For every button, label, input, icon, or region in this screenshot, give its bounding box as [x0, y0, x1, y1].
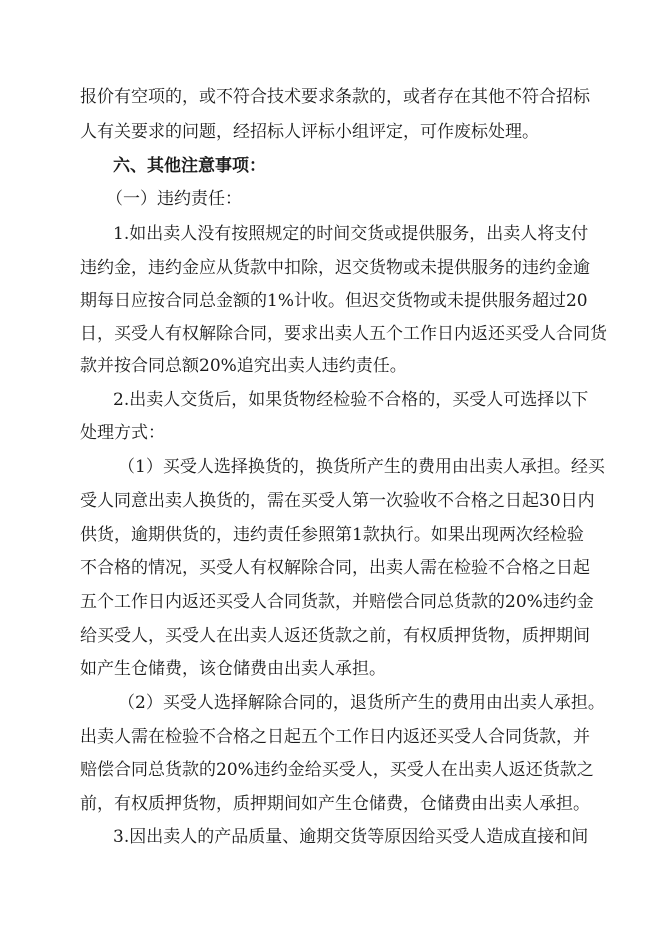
paragraph-line: 人有关要求的问题，经招标人评标小组评定，可作废标处理。: [80, 122, 539, 142]
paragraph-line: 款并按合同总额20%追究出卖人违约责任。: [80, 356, 407, 376]
paragraph-line: 报价有空项的，或不符合技术要求条款的，或者存在其他不符合招标: [80, 87, 590, 107]
paragraph-line: 出卖人需在检验不合格之日起五个工作日内返还买受人合同货款，并: [80, 727, 590, 747]
paragraph-line: 五个工作日内返还买受人合同货款，并赔偿合同总货款的20%违约金: [80, 592, 594, 612]
paragraph-line: 处理方式：: [80, 423, 165, 443]
paragraph-line: 如产生仓储费，该仓储费由出卖人承担。: [80, 659, 386, 679]
paragraph-line: 前，有权质押货物，质押期间如产生仓储费，仓储费由出卖人承担。: [80, 794, 590, 814]
paragraph-line: 期每日应按合同总金额的1%计收。但迟交货物或未提供服务超过20: [80, 291, 588, 311]
paragraph-line: 违约金，违约金应从货款中扣除，迟交货物或未提供服务的违约金逾: [80, 258, 590, 278]
paragraph-line: （1）买受人选择换货的，换货所产生的费用由出卖人承担。经买: [118, 457, 605, 477]
paragraph-line: 日，买受人有权解除合同，要求出卖人五个工作日内返还买受人合同货: [80, 324, 607, 344]
paragraph-line: 赔偿合同总货款的20%违约金给买受人，买受人在出卖人返还货款之: [80, 760, 594, 780]
paragraph-line: 3.因出卖人的产品质量、逾期交货等原因给买受人造成直接和间: [113, 827, 589, 847]
paragraph-line: （2）买受人选择解除合同的，退货所产生的费用由出卖人承担。: [118, 693, 605, 713]
paragraph-line: 受人同意出卖人换货的，需在买受人第一次验收不合格之日起30日内: [80, 491, 595, 511]
subsection-heading: （一）违约责任：: [106, 189, 242, 209]
paragraph-line: 供货，逾期供货的，违约责任参照第1款执行。如果出现两次经检验: [80, 525, 584, 545]
paragraph-line: 给买受人，买受人在出卖人返还货款之前，有权质押货物，质押期间: [80, 626, 590, 646]
section-heading: 六、其他注意事项：: [113, 156, 266, 176]
paragraph-line: 不合格的情况，买受人有权解除合同，出卖人需在检验不合格之日起: [80, 558, 590, 578]
paragraph-line: 2.出卖人交货后，如果货物经检验不合格的，买受人可选择以下: [113, 390, 589, 410]
paragraph-line: 1.如出卖人没有按照规定的时间交货或提供服务，出卖人将支付: [113, 224, 589, 244]
